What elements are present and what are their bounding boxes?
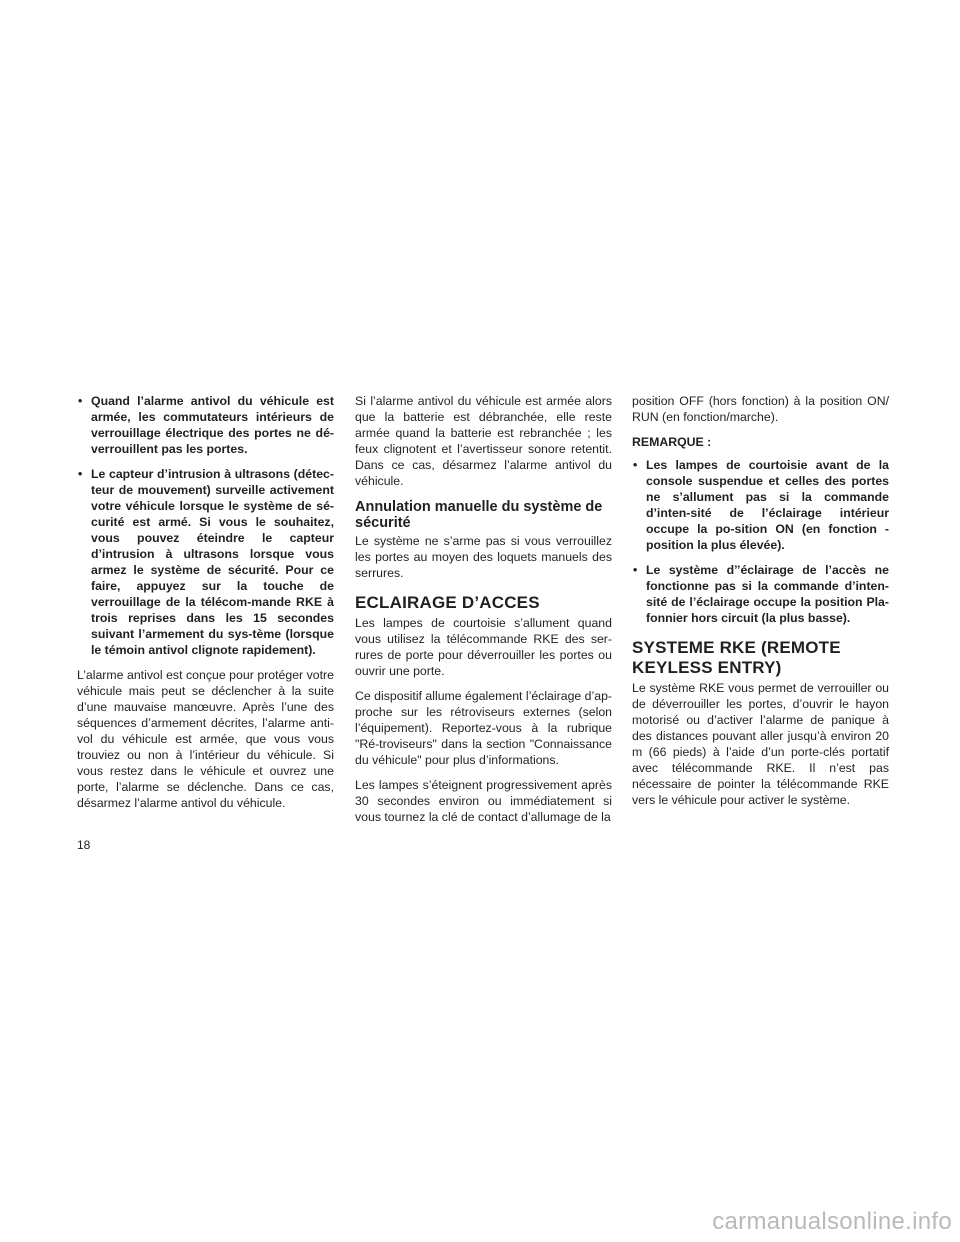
paragraph: Ce dispositif allume également l’éclairage d’ap-proche sur les rétroviseurs externes (selon l’équipement). Reportez-vous à la rubrique "Ré-troviseurs" dans la section "Connaissance du véhicule" pour plus d’informations. xyxy=(355,689,613,767)
section-heading-rke: SYSTEME RKE (REMOTE KEYLESS ENTRY) xyxy=(632,638,841,677)
bullet-list-security xyxy=(77,393,334,658)
list-item: • Le capteur d’intrusion à ultrasons (détec-teur de mouvement) surveille activement votre véhicule lorsque le système de sé-curité est armé. Si vous le souhaitez, vous pouvez éteindre le capteur d’intrusion à ultrasons lorsque vous armez le système de sécurité. Pour ce faire, appuyez sur la touche de verrouillage de la télécom-mande RKE à trois reprises dans les 15 secondes suivant l’armement du sys-tème (lorsque le témoin antivol clignote rapidement). xyxy=(78,467,334,657)
remark-label: REMARQUE : xyxy=(632,435,712,449)
paragraph: Le système RKE vous permet de verrouiller ou de déverrouiller les portes, d’ouvrir le hayon motorisé ou d’activer l’alarme de panique à des distances pouvant aller jusqu’à environ 20 m (66 pieds) à l’aide d’un porte-clés portatif avec télécommande RKE. Il n’est pas nécessaire de pointer la télécommande RKE vers le véhicule pour activer le système. xyxy=(632,681,889,807)
page-number: 18 xyxy=(77,838,91,852)
bullet-icon: • xyxy=(633,458,638,472)
paragraph: Si l’alarme antivol du véhicule est armée alors que la batterie est débranchée, elle reste armée quand la batterie est rebranchée ; les feux clignotent et l’avertisseur sonore retentit. Dans ce cas, désarmez l’alarme antivol du véhicule. xyxy=(355,394,612,488)
list-item: • Le système d’’éclairage de l’accès ne fonctionne pas si la commande d’inten-sité de l’éclairage occupe la position Pla-fonnier hors circuit (la plus basse). xyxy=(633,563,889,625)
paragraph: Les lampes de courtoisie s’allument quand vous utilisez la télécommande RKE des ser-rures de porte pour déverrouiller les portes ou ouvrir une porte. xyxy=(355,616,612,678)
column-left xyxy=(77,393,334,820)
paragraph: Le système ne s’arme pas si vous verrouillez les portes au moyen des loquets manuels des serrures. xyxy=(355,534,612,580)
paragraph: position OFF (hors fonction) à la position ON/ RUN (en fonction/marche). xyxy=(632,394,889,424)
paragraph: L’alarme antivol est conçue pour protéger votre véhicule mais peut se déclencher à la suite d’une mauvaise manœuvre. Après l’une des séquences d’armement décrites, l’alarme anti-vol du véhicule est armée, que vous vous trouviez ou non à l’intérieur du véhicule. Si vous restez dans le véhicule et ouvrez une porte, l’alarme se déclenche. Dans ce cas, désarmez l’alarme antivol du véhicule. xyxy=(77,668,334,810)
bullet-icon: • xyxy=(633,563,638,577)
paragraph: Les lampes s’éteignent progressivement après 30 secondes environ ou immédiatement si vous tournez la clé de contact d’allumage de la xyxy=(355,778,612,824)
watermark: carmanualsonline.info xyxy=(712,1208,952,1235)
column-middle xyxy=(355,393,612,834)
list-item: • Quand l’alarme antivol du véhicule est armée, les commutateurs intérieurs de verrouillage électrique des portes ne dé-verrouillent pas les portes. xyxy=(78,394,334,456)
section-heading-manual-override: Annulation manuelle du système de sécurité xyxy=(355,499,603,531)
bullet-list-remarks xyxy=(632,457,889,626)
list-item: • Les lampes de courtoisie avant de la console suspendue et celles des portes ne s’allument pas si la commande d’inten-sité de l’éclairage intérieur occupe la po-sition ON (en fonction - position la plus élevée). xyxy=(633,458,889,552)
section-heading-access-lighting: ECLAIRAGE D’ACCES xyxy=(355,593,540,612)
bullet-icon: • xyxy=(78,394,83,408)
column-right xyxy=(632,393,889,817)
bullet-icon: • xyxy=(78,467,83,481)
